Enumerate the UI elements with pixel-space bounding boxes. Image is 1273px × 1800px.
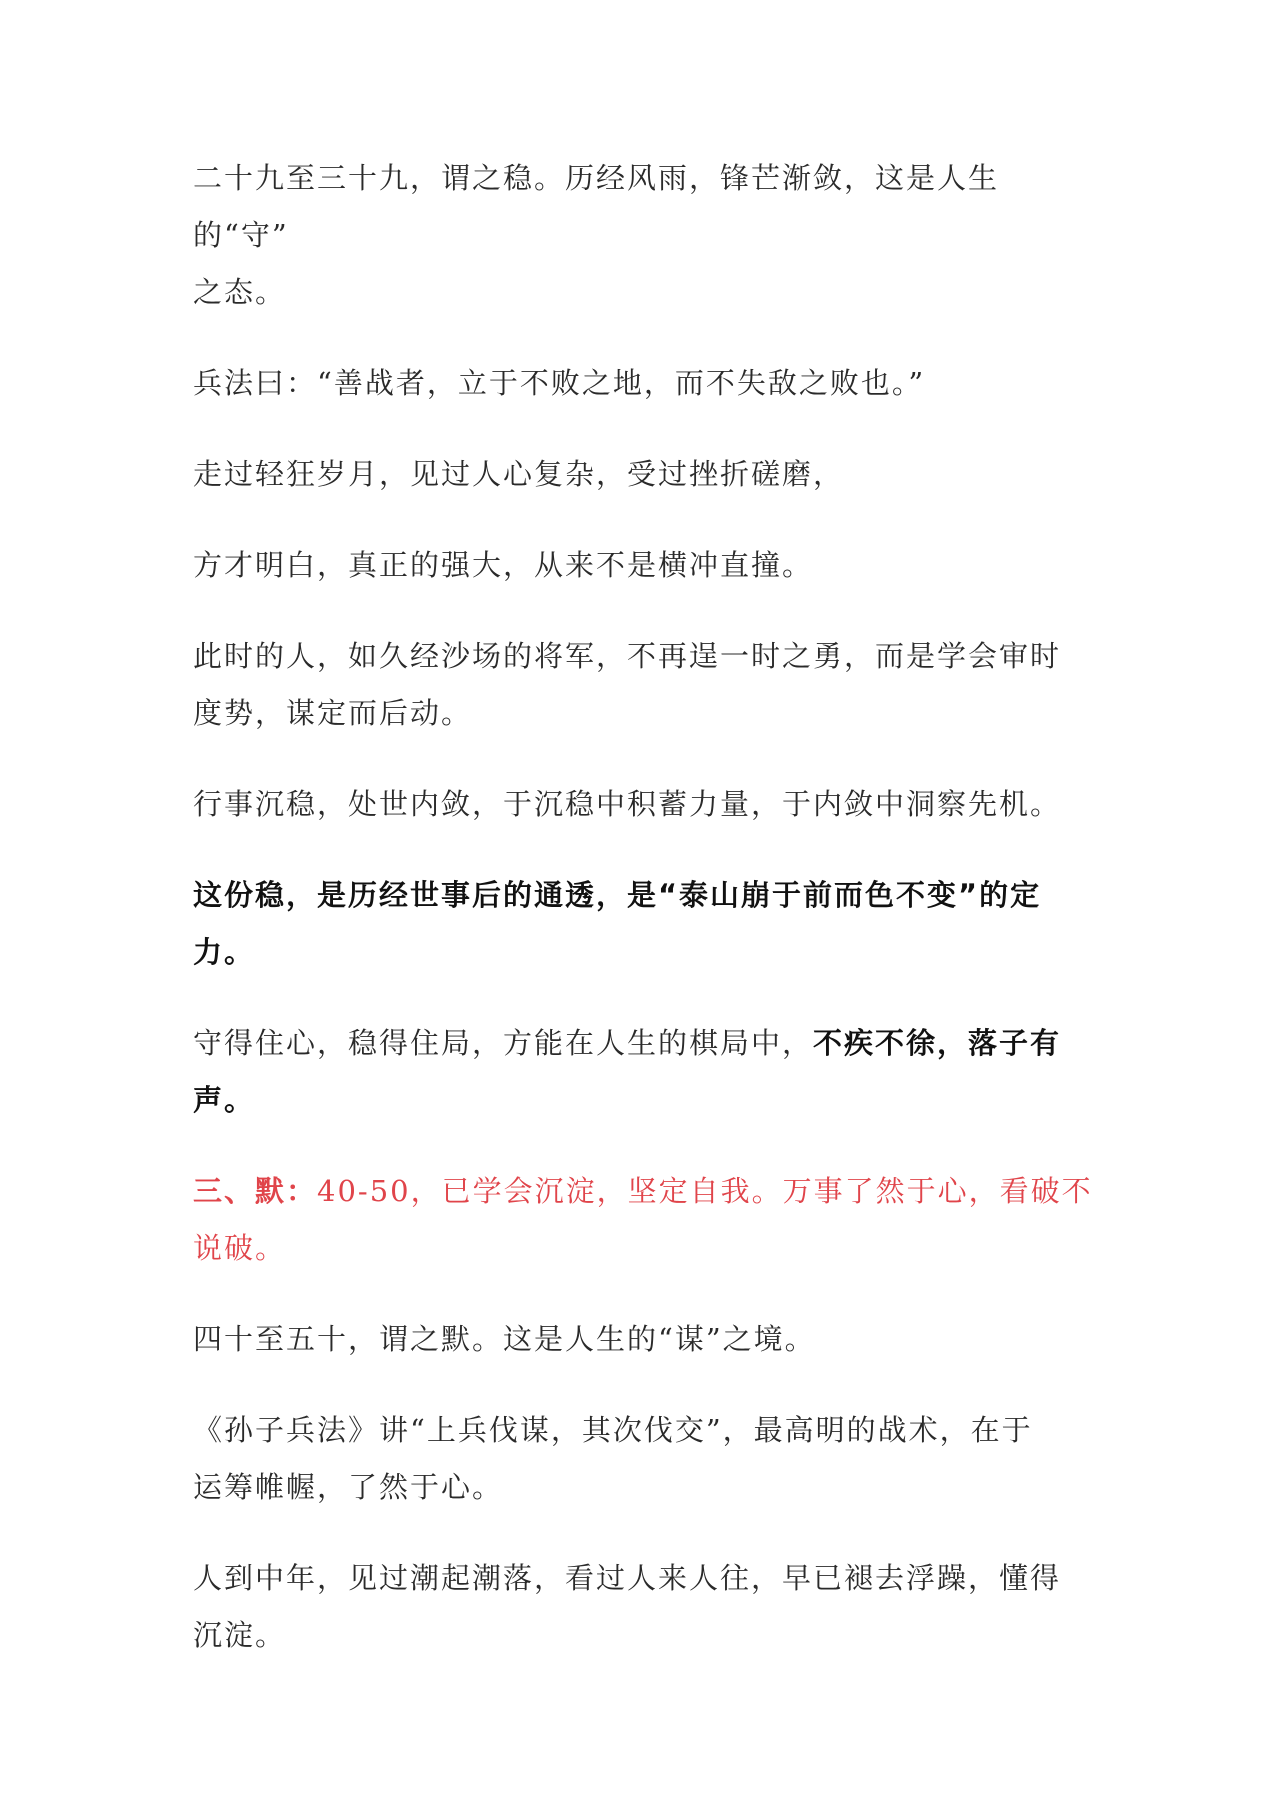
paragraph-8-normal: 守得住心，稳得住局，方能在人生的棋局中，: [193, 1026, 814, 1060]
paragraph-4: 方才明白，真正的强大，从来不是横冲直撞。: [193, 548, 814, 582]
paragraph-8-bold: 不疾不徐，落子有 声。: [193, 1026, 1062, 1117]
section-heading-text: 40-50，已学会沉淀，坚定自我。万事了然于心，看破不 说破。: [193, 1174, 1093, 1265]
paragraph-5: 此时的人，如久经沙场的将军，不再逞一时之勇，而是学会审时 度势，谋定而后动。: [193, 639, 1062, 730]
paragraph-11: 《孙子兵法》讲“上兵伐谋，其次伐交”，最高明的战术，在于 运筹帷幄，了然于心。: [193, 1413, 1033, 1504]
paragraph-6: 行事沉稳，处世内敛，于沉稳中积蓄力量，于内敛中洞察先机。: [193, 787, 1062, 821]
paragraph-1: 二十九至三十九，谓之稳。历经风雨，锋芒渐敛，这是人生的“守” 之态。: [193, 161, 1000, 309]
paragraph-2: 兵法曰：“善战者，立于不败之地，而不失敌之败也。”: [193, 366, 926, 400]
paragraph-7-bold: 这份稳，是历经世事后的通透，是“泰山崩于前而色不变”的定 力。: [193, 878, 1042, 969]
paragraph-3: 走过轻狂岁月，见过人心复杂，受过挫折磋磨，: [193, 457, 845, 491]
section-heading-label: 三、默：: [193, 1174, 318, 1208]
document-page: [193, 150, 1093, 1698]
section-heading-mo: [193, 1163, 1093, 1277]
paragraph-8: [193, 1015, 1093, 1129]
paragraph-12: 人到中年，见过潮起潮落，看过人来人往，早已褪去浮躁，懂得 沉淀。: [193, 1561, 1062, 1652]
paragraph-10: 四十至五十，谓之默。这是人生的“谋”之境。: [193, 1322, 816, 1356]
